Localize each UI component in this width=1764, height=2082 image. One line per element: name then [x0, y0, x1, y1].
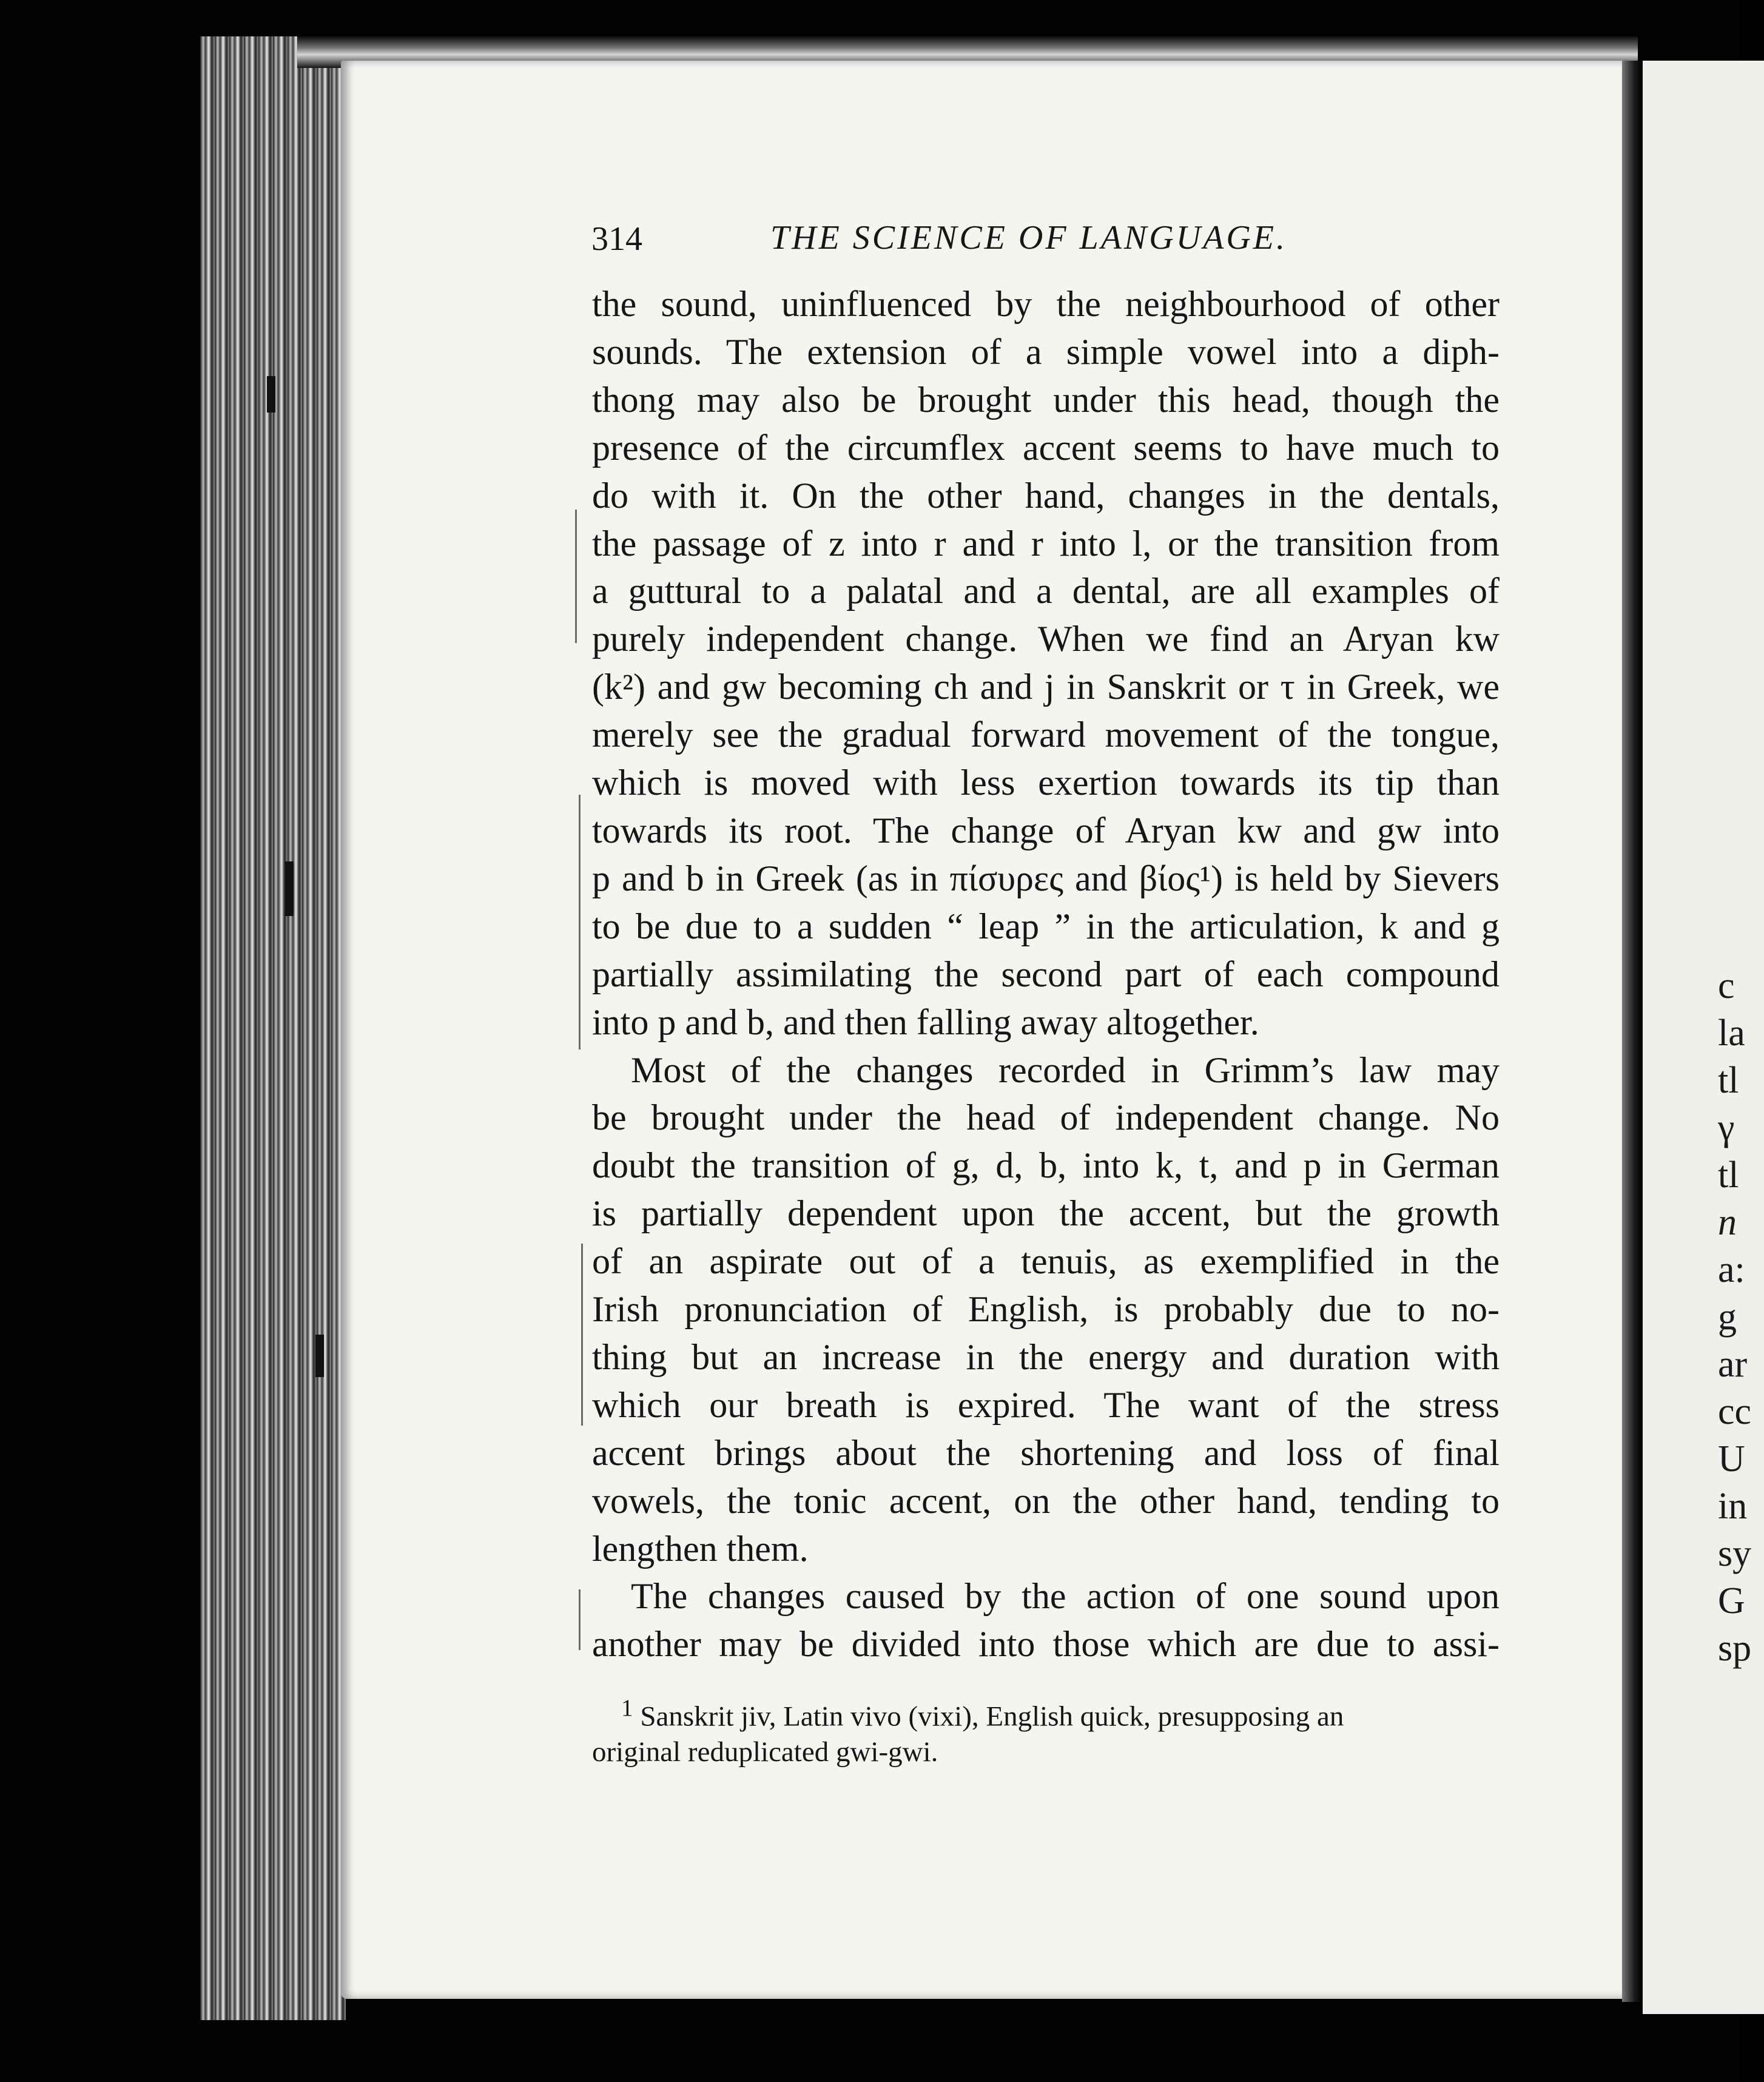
text-line: merely see the gradual forward movement of the tongue,: [592, 715, 1500, 755]
footnote-line: original reduplicated gwi-gwi.: [592, 1736, 938, 1768]
text-line: of an aspirate out of a tenuis, as exemplified in the: [592, 1241, 1500, 1282]
edge-mark: [285, 861, 294, 916]
facing-page-fragment: G: [1718, 1580, 1745, 1622]
text-line: into p and b, and then falling away altogether.: [592, 1002, 1259, 1042]
facing-page-fragment: la: [1718, 1012, 1745, 1054]
text-line: sounds. The extension of a simple vowel into a diph-: [592, 331, 1500, 372]
text-line: do with it. On the other hand, changes in the dentals,: [592, 475, 1500, 516]
running-head-title: THE SCIENCE OF LANGUAGE.: [770, 219, 1287, 257]
text-line: partially assimilating the second part of each compound: [592, 954, 1500, 994]
body-text: [592, 280, 1500, 1668]
footnote-marker: 1: [621, 1695, 633, 1721]
margin-mark: [579, 1589, 581, 1650]
page-number: 314: [591, 220, 642, 258]
text-line: thing but an increase in the energy and duration with: [592, 1336, 1500, 1377]
text-line: Irish pronunciation of English, is probably due to no-: [592, 1289, 1500, 1330]
facing-page-fragment: c: [1718, 965, 1735, 1006]
footnote-line: [592, 1691, 1500, 1734]
text-line: presence of the circumflex accent seems to have much to: [592, 427, 1500, 468]
facing-page-fragment: cc: [1718, 1391, 1752, 1432]
book-page-edges: [200, 36, 346, 2020]
edge-mark: [267, 376, 275, 413]
edge-mark: [315, 1335, 324, 1377]
text-line: thong may also be brought under this head, though the: [592, 379, 1500, 420]
text-line: the sound, uninfluenced by the neighbourhood of other: [592, 284, 1500, 324]
page-gutter-shadow: [1622, 61, 1643, 2002]
facing-page-fragment: U: [1718, 1438, 1745, 1480]
footnote: [592, 1691, 1500, 1770]
text-line: a guttural to a palatal and a dental, are all examples of: [592, 571, 1500, 611]
text-line: vowels, the tonic accent, on the other hand, tending to: [592, 1480, 1500, 1521]
facing-page-fragment: ar: [1718, 1344, 1748, 1385]
text-line: accent brings about the shortening and loss of final: [592, 1432, 1500, 1473]
text-line: to be due to a sudden “ leap ” in the articulation, k and g: [592, 906, 1500, 946]
text-line: lengthen them.: [592, 1528, 809, 1569]
text-line: The changes caused by the action of one sound upon: [631, 1576, 1500, 1617]
footnote-text: Sanskrit jiv, Latin vivo (vixi), English quick, presupposing an: [640, 1700, 1344, 1733]
margin-mark: [579, 795, 581, 1049]
facing-page-fragment: sp: [1718, 1628, 1752, 1669]
facing-page-fragment: γ: [1718, 1107, 1735, 1148]
text-line: is partially dependent upon the accent, but the growth: [592, 1193, 1500, 1234]
text-line: be brought under the head of independent change. No: [592, 1097, 1500, 1138]
text-line: towards its root. The change of Aryan kw and gw into: [592, 810, 1500, 851]
facing-page-fragment: a:: [1718, 1249, 1745, 1290]
text-line: which is moved with less exertion towards its tip than: [592, 763, 1500, 803]
margin-mark: [581, 1244, 583, 1426]
text-line: which our breath is expired. The want of the stress: [592, 1384, 1500, 1425]
text-line: (k²) and gw becoming ch and j in Sanskrit or τ in Greek, we: [592, 667, 1500, 707]
text-line: the passage of z into r and r into l, or the transition from: [592, 523, 1500, 564]
facing-page-fragment: in: [1718, 1486, 1748, 1527]
facing-page-fragment: tl: [1718, 1060, 1739, 1101]
facing-page-fragment: tl: [1718, 1154, 1739, 1196]
facing-page-fragment: sy: [1718, 1533, 1752, 1574]
facing-page-fragment: g: [1718, 1296, 1737, 1338]
text-line: p and b in Greek (as in πίσυρες and βίος¹) is held by Sievers: [592, 858, 1500, 898]
text-line: Most of the changes recorded in Grimm’s law may: [631, 1049, 1500, 1090]
text-line: purely independent change. When we find an Aryan kw: [592, 619, 1500, 659]
facing-page: [1643, 61, 1764, 2014]
margin-mark: [575, 510, 577, 643]
text-line: another may be divided into those which are due to assi-: [592, 1624, 1500, 1665]
facing-page-fragment: n: [1718, 1202, 1737, 1243]
text-line: doubt the transition of g, d, b, into k, t, and p in German: [592, 1145, 1500, 1186]
